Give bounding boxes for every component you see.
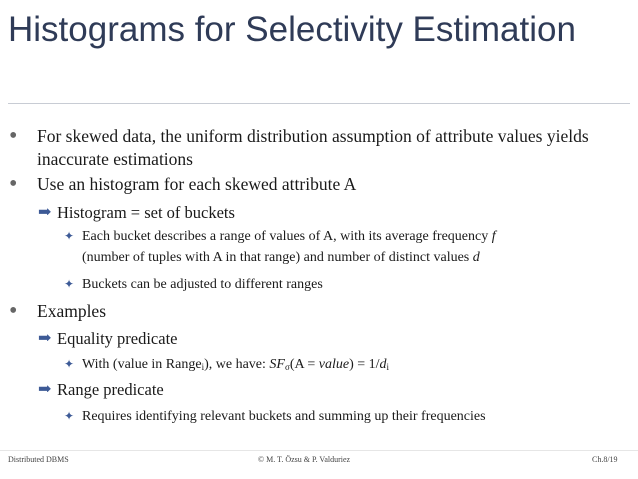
star-bullet-icon: ✦ xyxy=(64,277,75,291)
item-bucket-line2: (number of tuples with A in that range) and number of distinct values xyxy=(82,250,470,265)
footer-left: Distributed DBMS xyxy=(8,455,69,464)
var-f: f xyxy=(491,229,496,244)
eq-equals: = xyxy=(307,357,316,372)
bullet-dot-icon: • xyxy=(9,171,18,197)
item-buckets-adjust: Buckets can be adjusted to different ranges xyxy=(82,277,323,292)
item-bucket-line1: Each bucket describes a range of values of A, with its average frequency xyxy=(82,229,489,244)
eq-sigma: σ xyxy=(284,362,290,372)
var-d: d xyxy=(472,250,480,265)
eq-expr-a: (A xyxy=(289,357,304,372)
item-range-buckets: Requires identifying relevant buckets and summing up their frequencies xyxy=(82,409,486,424)
bullet-examples: Examples xyxy=(37,301,107,321)
eq-prefix: With (value in Range xyxy=(82,357,202,372)
star-bullet-icon: ✦ xyxy=(64,229,75,243)
bullet-use-histogram: Use an histogram for each skewed attribute A xyxy=(37,174,357,194)
bullet-dot-icon: • xyxy=(9,123,18,149)
footer-divider xyxy=(0,450,638,451)
item-equality-formula xyxy=(82,354,627,378)
slide-title: Histograms for Selectivity Estimation xyxy=(8,10,576,49)
eq-expr-b: ) = 1/ xyxy=(349,357,380,372)
bullet-skewed-data: For skewed data, the uniform distribution assumption of attribute values yields inaccurate estimations xyxy=(37,126,589,169)
footer-center: © M. T. Özsu & P. Valduriez xyxy=(258,455,351,464)
item-bucket-desc xyxy=(82,226,627,268)
eq-subscript-i: i xyxy=(386,362,390,372)
sub-bullet-histogram: Histogram = set of buckets xyxy=(57,203,235,222)
eq-subscript-i: i xyxy=(201,362,205,372)
star-bullet-icon: ✦ xyxy=(64,357,75,371)
arrow-bullet-icon: ➡ xyxy=(38,381,52,398)
eq-mid: ), we have: xyxy=(204,357,266,372)
eq-d: d xyxy=(379,357,387,372)
sub-bullet-range: Range predicate xyxy=(57,380,164,399)
bullet-dot-icon: • xyxy=(9,298,18,324)
arrow-bullet-icon: ➡ xyxy=(38,330,52,347)
arrow-bullet-icon: ➡ xyxy=(38,204,52,221)
eq-sf: SF xyxy=(269,357,285,372)
star-bullet-icon: ✦ xyxy=(64,409,75,423)
eq-value: value xyxy=(318,357,350,372)
sub-bullet-equality: Equality predicate xyxy=(57,329,178,348)
title-divider xyxy=(8,103,630,104)
footer-page-number: Ch.8/19 xyxy=(592,455,618,464)
